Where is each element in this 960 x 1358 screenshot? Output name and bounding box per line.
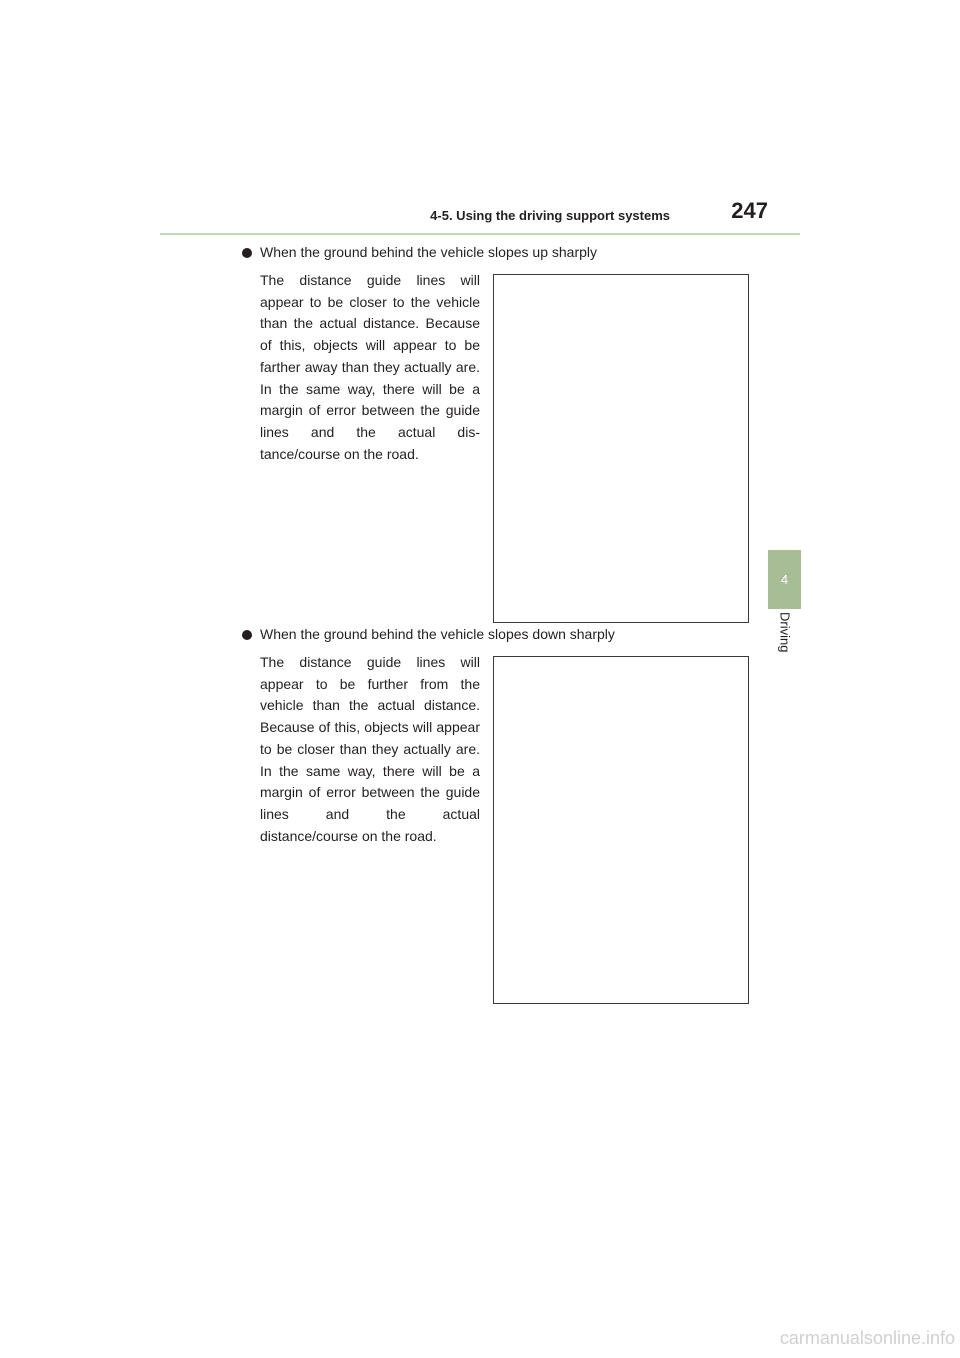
bullet-icon [242,248,252,258]
watermark: carmanualsonline.info [779,1328,955,1348]
section-header-title: 4-5. Using the driving support systems [430,208,670,223]
figure-slopes-up [493,274,749,623]
bullet-icon [242,630,252,640]
chapter-number: 4 [780,572,789,587]
section-heading-slopes-down [242,626,615,642]
figure-slopes-down [493,656,749,1004]
section-body-slopes-down: The distance guide lines will appear to be further from the vehicle than the actual distance. Because of this, objects will appear to be closer than they actually are. In the same way, there will be a margin of error between the guide lines and the actual distance/course on the road. [260,654,480,844]
section-heading-text: When the ground behind the vehicle slopes up sharply [260,244,597,260]
section-heading-text: When the ground behind the vehicle slopes down sharply [260,626,615,642]
section-body-slopes-up: The distance guide lines will appear to be closer to the vehicle than the actual distance. Because of this, objects will appear to be farther away than they actually are. In the same way, there will be a margin of error between the guide lines and the actual dis-tance/course on the road. [260,272,480,462]
section-heading-slopes-up [242,244,597,260]
chapter-label: Driving [777,612,793,653]
page-number: 247 [731,198,768,223]
chapter-tab[interactable] [768,550,801,609]
header-divider [160,233,800,235]
